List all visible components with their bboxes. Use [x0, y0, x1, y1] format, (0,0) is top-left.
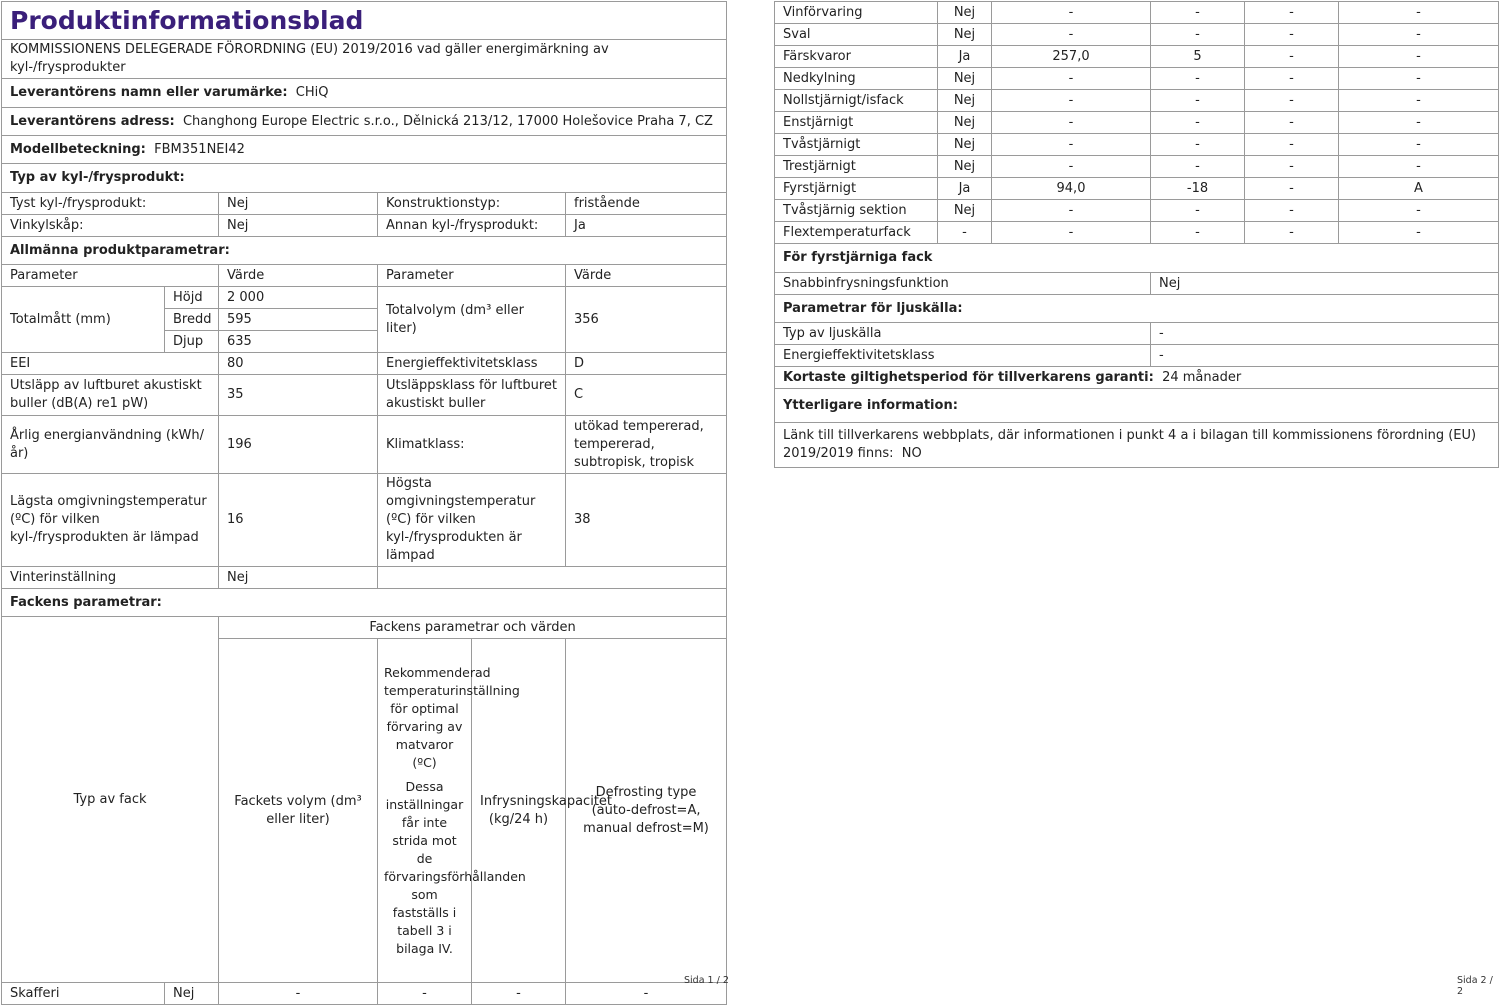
table-row [2, 287, 727, 309]
type-heading: Typ av kyl-/frysprodukt: [2, 164, 727, 193]
compartment-temperature: - [1151, 68, 1245, 90]
compartment-temperature: - [1151, 134, 1245, 156]
address-label: Leverantörens adress: [10, 113, 175, 129]
page-number: Sida 1 / 2 [684, 975, 729, 986]
compartment-present: Ja [938, 46, 992, 68]
warranty-value: 24 månader [1162, 369, 1242, 385]
model-row [2, 136, 727, 164]
compartment-present: Nej [938, 68, 992, 90]
compartment-temperature: - [1151, 222, 1245, 244]
address-value: Changhong Europe Electric s.r.o., Dělnická 213/12, 17000 Holešovice Praha 7, CZ [182, 113, 713, 129]
light-type-value: - [1151, 323, 1499, 345]
quick-freeze-value: Nej [1151, 273, 1499, 295]
param-label: EEI [2, 353, 219, 375]
compartment-freezing: - [1245, 2, 1339, 24]
compartment-name: Skafferi [2, 983, 165, 1005]
dimension-value: 635 [219, 331, 378, 353]
table-row [775, 46, 1499, 68]
model-label: Modellbeteckning: [10, 141, 146, 157]
compartment-volume: 94,0 [992, 178, 1151, 200]
table-row [775, 24, 1499, 46]
compartment-present: Nej [938, 90, 992, 112]
compartment-freezing: - [1245, 178, 1339, 200]
light-class-label: Energieffektivitetsklass [775, 345, 1151, 367]
type-param-1: Vinkylskåp: [2, 215, 219, 237]
compartment-volume: - [992, 68, 1151, 90]
table-row [2, 474, 727, 567]
compartment-freezing: - [1245, 200, 1339, 222]
compartment-temperature: - [1151, 2, 1245, 24]
compartment-present: Nej [938, 112, 992, 134]
compartment-name: Färskvaror [775, 46, 938, 68]
general-heading: Allmänna produktparametrar: [2, 237, 727, 265]
compartment-defrost: - [1339, 222, 1499, 244]
quick-freeze-label: Snabbinfrysningsfunktion [775, 273, 1151, 295]
four-star-heading: För fyrstjärniga fack [775, 244, 1499, 273]
table-row [775, 200, 1499, 222]
compartment-volume: 257,0 [992, 46, 1151, 68]
compartment-temperature: - [1151, 24, 1245, 46]
dimension-value: 595 [219, 309, 378, 331]
compartment-present: Ja [938, 178, 992, 200]
light-class-value: - [1151, 345, 1499, 367]
type-value-1: Nej [219, 215, 378, 237]
supplier-row [2, 79, 727, 108]
empty-cell [378, 567, 727, 589]
volume-header: Fackets volym (dm³ eller liter) [219, 639, 378, 983]
compartment-name: Nollstjärnigt/isfack [775, 90, 938, 112]
param-value: 196 [219, 416, 378, 474]
address-row [2, 108, 727, 136]
compartment-defrost: - [1339, 156, 1499, 178]
compartment-volume: - [992, 222, 1151, 244]
compartment-defrost: - [1339, 112, 1499, 134]
compartment-freezing: - [472, 983, 566, 1005]
param-value: 16 [219, 474, 378, 567]
supplier-label: Leverantörens namn eller varumärke: [10, 85, 288, 100]
param-value: 35 [219, 375, 378, 416]
param-value: utökad tempererad, tempererad, subtropisk, tropisk [566, 416, 727, 474]
warranty-row [775, 367, 1499, 389]
compartment-freezing: - [1245, 156, 1339, 178]
compartment-freezing: - [1245, 90, 1339, 112]
param-label: Årlig energianvändning (kWh/år) [2, 416, 219, 474]
compartment-name: Sval [775, 24, 938, 46]
column-header: Parameter [378, 265, 566, 287]
compartments-group-header: Fackens parametrar och värden [219, 617, 727, 639]
compartment-freezing: - [1245, 112, 1339, 134]
compartment-present: Nej [938, 156, 992, 178]
param-label: Högsta omgivningstemperatur (ºC) för vilken kyl-/frysprodukten är lämpad [378, 474, 566, 567]
freezing-capacity-header: Infrysningskapacitet (kg/24 h) [472, 639, 566, 983]
compartment-temperature: - [1151, 200, 1245, 222]
table-row [2, 617, 727, 639]
dimension-sub-label: Bredd [165, 309, 219, 331]
product-sheet-page-1 [1, 1, 727, 1005]
compartment-freezing: - [1245, 222, 1339, 244]
winter-label: Vinterinställning [2, 567, 219, 589]
compartment-name: Flextemperaturfack [775, 222, 938, 244]
temperature-header-note: Dessa inställningar får inte strida mot de förvaringsförhållanden som fastställs i tabell 3 i bilaga IV. [384, 778, 526, 956]
table-row [2, 193, 727, 215]
param-value: C [566, 375, 727, 416]
warranty-label: Kortaste giltighetsperiod för tillverkarens garanti: [783, 369, 1154, 385]
compartment-volume: - [992, 134, 1151, 156]
compartment-volume: - [992, 24, 1151, 46]
compartment-defrost: A [1339, 178, 1499, 200]
compartment-temperature: - [1151, 90, 1245, 112]
column-header-row [2, 265, 727, 287]
param-label: Lägsta omgivningstemperatur (ºC) för vilken kyl-/frysprodukten är lämpad [2, 474, 219, 567]
compartment-type-header: Typ av fack [2, 617, 219, 983]
table-row [2, 375, 727, 416]
compartment-temperature: - [378, 983, 472, 1005]
compartment-volume: - [992, 156, 1151, 178]
compartment-temperature: -18 [1151, 178, 1245, 200]
dimension-value: 2 000 [219, 287, 378, 309]
compartment-name: Nedkylning [775, 68, 938, 90]
compartment-defrost: - [1339, 200, 1499, 222]
table-row [775, 323, 1499, 345]
page-title: Produktinformationsblad [2, 2, 727, 40]
compartment-defrost: - [566, 983, 727, 1005]
type-param-2: Annan kyl-/frysprodukt: [378, 215, 566, 237]
dimension-sub-label: Djup [165, 331, 219, 353]
compartment-defrost: - [1339, 46, 1499, 68]
compartments-heading: Fackens parametrar: [2, 589, 727, 617]
compartment-name: Fyrstjärnigt [775, 178, 938, 200]
type-value-2: Ja [566, 215, 727, 237]
compartment-defrost: - [1339, 68, 1499, 90]
column-header: Värde [219, 265, 378, 287]
compartment-present: Nej [938, 134, 992, 156]
volume-value: 356 [566, 287, 727, 353]
compartment-defrost: - [1339, 2, 1499, 24]
defrost-type-header: Defrosting type (auto-defrost=A, manual defrost=M) [566, 639, 727, 983]
light-source-heading: Parametrar för ljuskälla: [775, 295, 1499, 323]
table-row [2, 983, 727, 1005]
param-label: Utsläpp av luftburet akustiskt buller (dB(A) re1 pW) [2, 375, 219, 416]
table-row [775, 134, 1499, 156]
param-label: Klimatklass: [378, 416, 566, 474]
compartment-present: Nej [165, 983, 219, 1005]
table-row [2, 567, 727, 589]
param-value: 80 [219, 353, 378, 375]
table-row [775, 68, 1499, 90]
table-row [2, 215, 727, 237]
temperature-header [378, 639, 526, 983]
supplier-value: CHiQ [295, 85, 329, 100]
compartment-present: - [938, 222, 992, 244]
table-row [775, 2, 1499, 24]
param-value: 38 [566, 474, 727, 567]
light-type-label: Typ av ljuskälla [775, 323, 1151, 345]
compartment-name: Enstjärnigt [775, 112, 938, 134]
compartment-freezing: - [1245, 68, 1339, 90]
param-label: Energieffektivitetsklass [378, 353, 566, 375]
compartment-freezing: - [1245, 46, 1339, 68]
model-value: FBM351NEI42 [154, 141, 245, 157]
table-row [775, 345, 1499, 367]
compartment-volume: - [992, 112, 1151, 134]
table-row [775, 156, 1499, 178]
manufacturer-link-row [775, 423, 1499, 468]
compartment-volume: - [992, 2, 1151, 24]
compartment-defrost: - [1339, 134, 1499, 156]
additional-info-heading: Ytterligare information: [775, 389, 1499, 423]
table-row [775, 90, 1499, 112]
compartment-temperature: 5 [1151, 46, 1245, 68]
column-header: Värde [566, 265, 727, 287]
temperature-header-text: Rekommenderad temperaturinställning för optimal förvaring av matvaror (ºC) [384, 664, 520, 770]
param-value: D [566, 353, 727, 375]
compartment-present: Nej [938, 2, 992, 24]
manufacturer-link-text: Länk till tillverkarens webbplats, där informationen i punkt 4 a i bilagan till kommissionens förordning (EU) 2019/2019 finns: [783, 428, 1477, 461]
table-row [775, 273, 1499, 295]
compartment-temperature: - [1151, 112, 1245, 134]
regulation-text: KOMMISSIONENS DELEGERADE FÖRORDNING (EU) 2019/2016 vad gäller energimärkning av kyl-/frysprodukter [2, 40, 727, 79]
compartment-freezing: - [1245, 24, 1339, 46]
page-number: Sida 2 / 2 [1457, 975, 1493, 997]
table-row [775, 178, 1499, 200]
compartment-present: Nej [938, 24, 992, 46]
type-value-2: fristående [566, 193, 727, 215]
compartment-freezing: - [1245, 134, 1339, 156]
type-param-2: Konstruktionstyp: [378, 193, 566, 215]
volume-label: Totalvolym (dm³ eller liter) [378, 287, 566, 353]
column-header: Parameter [2, 265, 219, 287]
compartment-name: Trestjärnigt [775, 156, 938, 178]
compartment-temperature: - [1151, 156, 1245, 178]
compartment-volume: - [219, 983, 378, 1005]
dimensions-label: Totalmått (mm) [2, 287, 165, 353]
type-value-1: Nej [219, 193, 378, 215]
manufacturer-link-value: NO [901, 446, 922, 461]
table-row [775, 112, 1499, 134]
compartment-volume: - [992, 200, 1151, 222]
compartment-volume: - [992, 90, 1151, 112]
winter-value: Nej [219, 567, 378, 589]
compartment-present: Nej [938, 200, 992, 222]
compartment-rows [775, 2, 1499, 244]
compartment-name: Tvåstjärnigt [775, 134, 938, 156]
compartment-defrost: - [1339, 24, 1499, 46]
compartment-defrost: - [1339, 90, 1499, 112]
type-param-1: Tyst kyl-/frysprodukt: [2, 193, 219, 215]
param-label: Utsläppsklass för luftburet akustiskt buller [378, 375, 566, 416]
table-row [775, 222, 1499, 244]
table-row [2, 353, 727, 375]
compartment-name: Vinförvaring [775, 2, 938, 24]
table-row [2, 416, 727, 474]
product-sheet-page-2 [774, 1, 1499, 468]
dimension-sub-label: Höjd [165, 287, 219, 309]
compartment-name: Tvåstjärnig sektion [775, 200, 938, 222]
